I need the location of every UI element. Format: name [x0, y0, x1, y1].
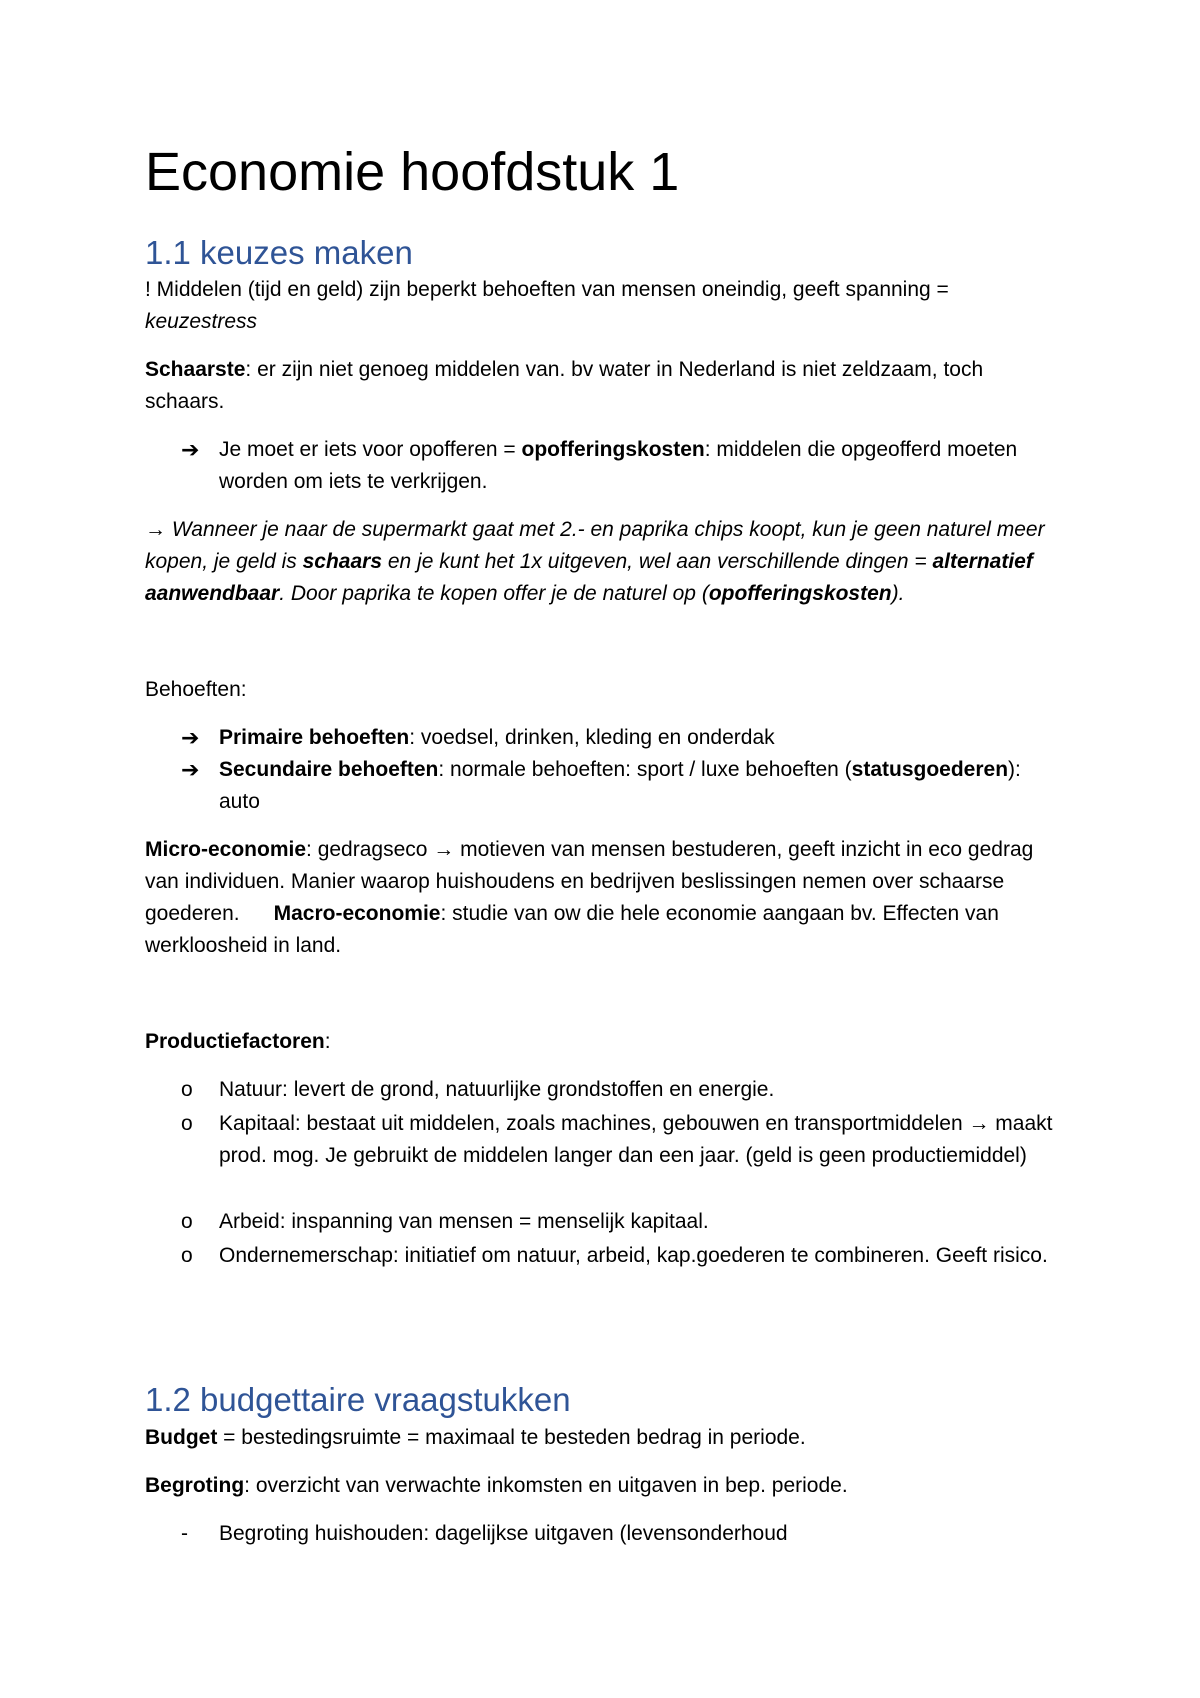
example-text-3: . Door paprika te kopen offer je de naturel op (: [279, 582, 709, 605]
section-heading-1-2: 1.2 budgettaire vraagstukken: [145, 1381, 571, 1418]
factor-item: Kapitaal: bestaat uit middelen, zoals machines, gebouwen en transportmiddelen → maakt prod. mog. Je gebruikt de middelen langer dan een jaar. (geld is geen productiemiddel): [219, 1112, 1053, 1167]
primair-text: : voedsel, drinken, kleding en onderdak: [409, 726, 775, 749]
begroting-paragraph: [145, 1470, 1065, 1502]
primair-label: Primaire behoeften: [219, 726, 410, 749]
begroting-label: Begroting: [145, 1474, 245, 1497]
circle-bullet-icon: o: [181, 1078, 193, 1101]
circle-bullet-icon: o: [181, 1244, 193, 1267]
example-text-4: ).: [891, 582, 905, 605]
example-text-1: → Wanneer je naar de supermarkt gaat met 2.- en paprika chips koopt, kun je geen naturel meer kopen, je geld is: [145, 518, 1045, 573]
behoeften-label: Behoeften:: [145, 678, 247, 701]
secundair-text-2: ): auto: [219, 758, 1021, 813]
arrow1-bold: opofferingskosten: [521, 438, 705, 461]
secundaire-behoeften-item: [219, 754, 1065, 818]
arrow-bullet-icon: ➔: [181, 437, 200, 462]
micro-label: Micro-economie: [145, 838, 307, 861]
intro-text: ! Middelen (tijd en geld) zijn beperkt behoeften van mensen oneindig, geeft spanning =: [145, 278, 949, 301]
dash-bullet-icon: -: [181, 1522, 188, 1545]
budget-label: Budget: [145, 1426, 218, 1449]
example-bold-alternatief: alternatief aanwendbaar: [145, 550, 1033, 605]
begroting-huishouden-item: Begroting huishouden: dagelijkse uitgaven (levensonderhoud: [219, 1522, 788, 1545]
factor-item: Ondernemerschap: initiatief om natuur, arbeid, kap.goederen te combineren. Geeft risico.: [219, 1244, 1048, 1267]
macro-label: Macro-economie: [273, 902, 441, 925]
factor-item: Arbeid: inspanning van mensen = menselijk kapitaal.: [219, 1210, 709, 1233]
micro-macro-paragraph: [145, 834, 1065, 962]
schaarste-text: : er zijn niet genoeg middelen van. bv water in Nederland is niet zeldzaam, toch schaars.: [145, 358, 984, 413]
productiefactoren-colon: :: [324, 1030, 331, 1053]
factor-item: Natuur: levert de grond, natuurlijke grondstoffen en energie.: [219, 1078, 775, 1101]
statusgoederen-bold: statusgoederen: [851, 758, 1009, 781]
opofferen-arrow-item: [219, 434, 1065, 498]
budget-paragraph: [145, 1422, 1065, 1454]
arrow1-post: : middelen die opgeofferd moeten worden om iets te verkrijgen.: [219, 438, 1018, 493]
circle-bullet-icon: o: [181, 1112, 193, 1135]
example-bold-schaars: schaars: [302, 550, 383, 573]
section-heading-1-1: 1.1 keuzes maken: [145, 234, 413, 271]
budget-text: = bestedingsruimte = maximaal te besteden bedrag in periode.: [217, 1426, 806, 1449]
arrow-bullet-icon: ➔: [181, 757, 200, 782]
macro-text: : studie van ow die hele economie aangaan bv. Effecten van werkloosheid in land.: [145, 902, 999, 957]
circle-bullet-icon: o: [181, 1210, 193, 1233]
schaarste-label: Schaarste: [145, 358, 246, 381]
schaarste-paragraph: [145, 354, 1065, 418]
secundair-text-1: : normale behoeften: sport / luxe behoeften (: [438, 758, 852, 781]
arrow1-pre: Je moet er iets voor opofferen =: [219, 438, 522, 461]
productiefactoren-heading: [145, 1026, 1065, 1058]
productiefactoren-label: Productiefactoren: [145, 1030, 325, 1053]
secundair-label: Secundaire behoeften: [219, 758, 439, 781]
document-title: Economie hoofdstuk 1: [145, 142, 680, 202]
intro-paragraph: [145, 274, 1065, 338]
example-bold-opofferingskosten: opofferingskosten: [708, 582, 892, 605]
example-paragraph: [145, 514, 1065, 610]
intro-emphasis: keuzestress: [145, 310, 258, 333]
begroting-text: : overzicht van verwachte inkomsten en uitgaven in bep. periode.: [244, 1474, 848, 1497]
primaire-behoeften-item: [219, 722, 1065, 754]
arrow-bullet-icon: ➔: [181, 725, 200, 750]
example-text-2: en je kunt het 1x uitgeven, wel aan verschillende dingen =: [382, 550, 933, 573]
micro-text: : gedragseco → motieven van mensen bestuderen, geeft inzicht in eco gedrag van individuen. Manier waarop huishoudens en bedrijven beslissingen nemen over schaarse goederen.: [145, 838, 1034, 925]
